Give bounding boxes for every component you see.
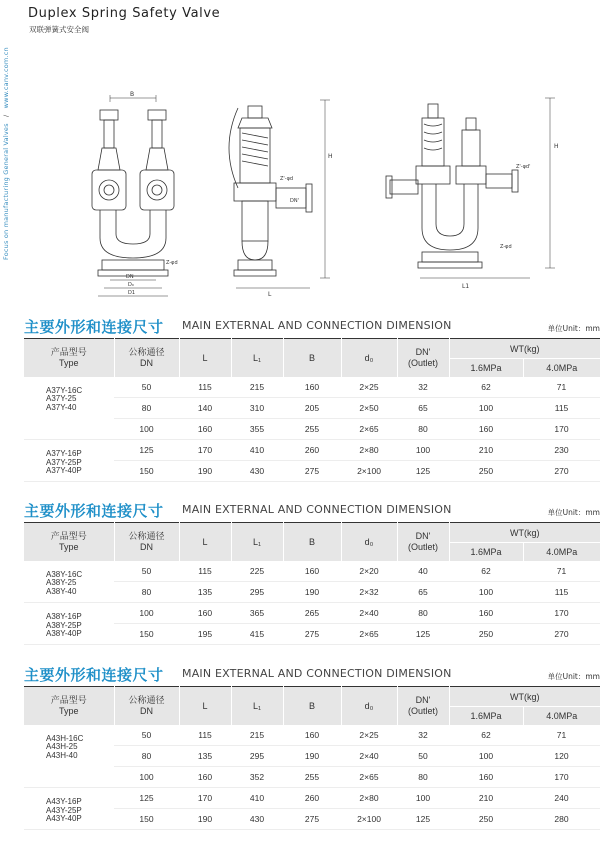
col-dn-outlet-line1: DN': [415, 694, 431, 705]
table-cell: 415: [231, 624, 283, 645]
table-cell: 295: [231, 582, 283, 603]
table-cell: 32: [397, 725, 449, 746]
col-weight-1-6mpa: 1.6MPa: [449, 543, 523, 561]
table-cell: 100: [449, 398, 523, 419]
table-cell: 62: [449, 725, 523, 746]
dimension-table: [24, 686, 600, 830]
table-cell: 125: [397, 809, 449, 830]
table-cell: 225: [231, 561, 283, 582]
table-cell: 125: [114, 440, 179, 461]
col-dn-line1: 公称通径: [128, 694, 165, 705]
col-weight: WT(kg): [449, 339, 600, 359]
label-dn2: DN': [290, 198, 299, 204]
table-cell: 80: [397, 767, 449, 788]
type-model: A43Y-40P: [46, 814, 82, 823]
table-cell: 2×80: [341, 788, 397, 809]
table-cell: 125: [397, 624, 449, 645]
table-cell: 150: [114, 624, 179, 645]
col-dn-line2: DN: [140, 357, 153, 368]
dimension-section-a37: [24, 316, 600, 482]
type-model: A37Y-16C: [46, 385, 83, 395]
table-cell: 365: [231, 603, 283, 624]
table-cell: 71: [523, 561, 600, 582]
table-cell: 135: [179, 582, 231, 603]
table-cell: 135: [179, 746, 231, 767]
table-cell: 255: [283, 419, 341, 440]
table-cell: 150: [114, 461, 179, 482]
col-dn-line2: DN: [140, 705, 153, 716]
col-dn-line1: 公称通径: [128, 346, 165, 357]
table-cell: 260: [283, 788, 341, 809]
header-row: [24, 687, 600, 707]
table-cell: 125: [397, 461, 449, 482]
table-cell: 190: [179, 809, 231, 830]
table-cell: 170: [523, 767, 600, 788]
table-cell: 80: [114, 398, 179, 419]
col-weight: WT(kg): [449, 523, 600, 543]
table-cell: 190: [283, 582, 341, 603]
label-z2: Z'-φd: [280, 176, 294, 182]
side-slogan: Focus on manufacturing General Valves: [2, 123, 10, 260]
col-dn-outlet-line2: (Outlet): [407, 541, 438, 552]
type-cell: [24, 440, 114, 482]
table-cell: 2×100: [341, 461, 397, 482]
table-cell: 250: [449, 809, 523, 830]
table-cell: 2×65: [341, 767, 397, 788]
table-cell: 265: [283, 603, 341, 624]
section-title-en: MAIN EXTERNAL AND CONNECTION DIMENSION: [182, 667, 452, 680]
unit-label: 单位Unit：mm: [547, 672, 600, 681]
table-cell: 2×25: [341, 725, 397, 746]
table-cell: 160: [179, 767, 231, 788]
page-subtitle: 双联弹簧式安全阀: [29, 25, 89, 34]
col-b: B: [283, 523, 341, 561]
col-l: L: [179, 339, 231, 377]
table-cell: 270: [523, 624, 600, 645]
type-model: A43H-40: [46, 750, 78, 760]
table-cell: 100: [114, 767, 179, 788]
label-dn: DN: [126, 274, 134, 280]
type-model: A37Y-16P: [46, 449, 82, 458]
col-type-line2: Type: [58, 357, 79, 368]
table-row: [24, 603, 600, 624]
table-cell: 62: [449, 561, 523, 582]
col-dn-outlet-line2: (Outlet): [407, 705, 438, 716]
table-cell: 160: [283, 561, 341, 582]
type-model: A38Y-25P: [46, 620, 82, 630]
table-cell: 2×100: [341, 809, 397, 830]
header-row: [24, 523, 600, 543]
table-cell: 275: [283, 624, 341, 645]
table-cell: 115: [179, 725, 231, 746]
label-z4: Z-φd: [500, 244, 512, 250]
table-cell: 2×32: [341, 582, 397, 603]
table-cell: 270: [523, 461, 600, 482]
table-cell: 2×20: [341, 561, 397, 582]
unit-label: 单位Unit：mm: [547, 508, 600, 517]
table-cell: 160: [449, 419, 523, 440]
col-type: [24, 339, 114, 377]
label-z1: Z-φd: [166, 260, 178, 266]
table-cell: 100: [397, 788, 449, 809]
table-cell: 195: [179, 624, 231, 645]
table-cell: 115: [523, 582, 600, 603]
type-model: A37Y-25P: [46, 457, 82, 467]
table-cell: 160: [449, 603, 523, 624]
type-cell: [24, 788, 114, 830]
label-z3: Z'-φd': [516, 164, 531, 170]
col-dn-outlet: [397, 523, 449, 561]
valve-drawings: [70, 88, 590, 306]
table-cell: 310: [231, 398, 283, 419]
table-cell: 160: [449, 767, 523, 788]
type-model: A38Y-16P: [46, 612, 82, 621]
table-cell: 280: [523, 809, 600, 830]
table-cell: 32: [397, 377, 449, 398]
col-l: L: [179, 687, 231, 725]
dimension-table: [24, 338, 600, 482]
type-model: A37Y-25: [46, 394, 77, 403]
col-weight-1-6mpa: 1.6MPa: [449, 359, 523, 377]
table-cell: 170: [179, 788, 231, 809]
table-cell: 2×65: [341, 624, 397, 645]
col-d0: d₀: [341, 339, 397, 377]
table-cell: 100: [114, 603, 179, 624]
type-cell: [24, 603, 114, 645]
table-cell: 355: [231, 419, 283, 440]
table-cell: 50: [114, 377, 179, 398]
section-title-en: MAIN EXTERNAL AND CONNECTION DIMENSION: [182, 503, 452, 516]
type-model: A37Y-40P: [46, 466, 82, 475]
section-title-cn: 主要外形和连接尺寸: [24, 502, 164, 520]
table-cell: 352: [231, 767, 283, 788]
col-dn-outlet: [397, 687, 449, 725]
table-cell: 215: [231, 377, 283, 398]
table-row: [24, 788, 600, 809]
col-dn-outlet: [397, 339, 449, 377]
table-cell: 2×80: [341, 440, 397, 461]
table-cell: 150: [114, 809, 179, 830]
table-row: [24, 561, 600, 582]
table-cell: 275: [283, 809, 341, 830]
table-cell: 2×25: [341, 377, 397, 398]
table-cell: 410: [231, 440, 283, 461]
table-cell: 50: [397, 746, 449, 767]
col-dn-outlet-line2: (Outlet): [407, 357, 438, 368]
table-cell: 160: [179, 419, 231, 440]
col-b: B: [283, 687, 341, 725]
table-cell: 80: [397, 603, 449, 624]
col-d0: d₀: [341, 687, 397, 725]
table-cell: 115: [179, 377, 231, 398]
table-cell: 115: [179, 561, 231, 582]
section-title-cn: 主要外形和连接尺寸: [24, 666, 164, 684]
table-cell: 71: [523, 725, 600, 746]
col-type-line1: 产品型号: [50, 694, 87, 705]
col-l1: L₁: [231, 687, 283, 725]
col-dn: [114, 687, 179, 725]
type-model: A38Y-16C: [46, 569, 83, 579]
table-cell: 100: [449, 746, 523, 767]
dimension-section-a43: [24, 664, 600, 830]
table-cell: 205: [283, 398, 341, 419]
table-cell: 430: [231, 809, 283, 830]
type-model: A38Y-40P: [46, 629, 82, 638]
drawing-side-view: [229, 100, 333, 298]
unit-label: 单位Unit：mm: [547, 324, 600, 333]
table-cell: 100: [397, 440, 449, 461]
side-url: www.canv.com.cn: [2, 47, 10, 109]
col-dn-line2: DN: [140, 541, 153, 552]
table-row: [24, 440, 600, 461]
table-cell: 215: [231, 725, 283, 746]
type-model: A43H-16C: [46, 733, 84, 743]
type-model: A43Y-25P: [46, 805, 82, 815]
table-cell: 190: [283, 746, 341, 767]
type-model: A43H-25: [46, 742, 78, 751]
dimension-section-a38: [24, 500, 600, 645]
table-cell: 65: [397, 398, 449, 419]
table-cell: 275: [283, 461, 341, 482]
table-cell: 100: [114, 419, 179, 440]
table-cell: 410: [231, 788, 283, 809]
type-cell: [24, 725, 114, 788]
table-cell: 2×65: [341, 419, 397, 440]
col-weight-4-0mpa: 4.0MPa: [523, 359, 600, 377]
table-cell: 250: [449, 624, 523, 645]
col-dn: [114, 523, 179, 561]
dimension-table: [24, 522, 600, 645]
col-type: [24, 687, 114, 725]
table-cell: 160: [283, 725, 341, 746]
table-cell: 80: [114, 746, 179, 767]
type-model: A38Y-25: [46, 578, 77, 587]
table-cell: 125: [114, 788, 179, 809]
table-cell: 240: [523, 788, 600, 809]
table-cell: 160: [179, 603, 231, 624]
drawing-front-view: [92, 91, 178, 296]
table-cell: 2×50: [341, 398, 397, 419]
section-header: [24, 316, 600, 338]
col-type-line2: Type: [58, 541, 79, 552]
type-cell: [24, 377, 114, 440]
table-cell: 170: [523, 419, 600, 440]
col-type-line2: Type: [58, 705, 79, 716]
table-cell: 430: [231, 461, 283, 482]
table-cell: 50: [114, 561, 179, 582]
type-model: A38Y-40: [46, 586, 77, 596]
table-cell: 250: [449, 461, 523, 482]
label-h2: H: [554, 143, 559, 150]
col-dn: [114, 339, 179, 377]
header-row: [24, 339, 600, 359]
table-cell: 62: [449, 377, 523, 398]
type-model: A37Y-40: [46, 402, 77, 412]
side-divider: /: [2, 114, 10, 118]
col-d0: d₀: [341, 523, 397, 561]
label-l1: L1: [462, 283, 470, 290]
col-type-line1: 产品型号: [50, 530, 87, 541]
table-cell: 295: [231, 746, 283, 767]
label-d0: D₀: [128, 282, 134, 288]
table-cell: 260: [283, 440, 341, 461]
table-cell: 170: [523, 603, 600, 624]
table-cell: 2×40: [341, 746, 397, 767]
table-cell: 115: [523, 398, 600, 419]
col-l1: L₁: [231, 523, 283, 561]
section-header: [24, 664, 600, 686]
label-l: L: [268, 291, 272, 298]
table-cell: 210: [449, 788, 523, 809]
side-brand-strip: [2, 47, 14, 260]
table-row: [24, 377, 600, 398]
label-b: B: [130, 91, 135, 98]
table-cell: 80: [397, 419, 449, 440]
col-b: B: [283, 339, 341, 377]
section-header: [24, 500, 600, 522]
col-weight-1-6mpa: 1.6MPa: [449, 707, 523, 725]
table-cell: 230: [523, 440, 600, 461]
col-dn-line1: 公称通径: [128, 530, 165, 541]
col-l: L: [179, 523, 231, 561]
table-cell: 210: [449, 440, 523, 461]
col-dn-outlet-line1: DN': [415, 530, 431, 541]
table-cell: 190: [179, 461, 231, 482]
section-title-cn: 主要外形和连接尺寸: [24, 318, 164, 336]
col-type-line1: 产品型号: [50, 346, 87, 357]
label-h: H: [328, 153, 333, 160]
table-row: [24, 725, 600, 746]
section-title-en: MAIN EXTERNAL AND CONNECTION DIMENSION: [182, 319, 452, 332]
label-d1: D1: [128, 290, 136, 296]
table-cell: 170: [179, 440, 231, 461]
type-model: A43Y-16P: [46, 797, 82, 806]
page-title: Duplex Spring Safety Valve: [28, 6, 221, 21]
col-weight: WT(kg): [449, 687, 600, 707]
table-cell: 50: [114, 725, 179, 746]
table-cell: 65: [397, 582, 449, 603]
table-cell: 160: [283, 377, 341, 398]
col-weight-4-0mpa: 4.0MPa: [523, 707, 600, 725]
table-cell: 120: [523, 746, 600, 767]
table-cell: 40: [397, 561, 449, 582]
drawing-section-view: [386, 98, 559, 290]
table-cell: 140: [179, 398, 231, 419]
col-dn-outlet-line1: DN': [415, 346, 431, 357]
table-cell: 71: [523, 377, 600, 398]
col-weight-4-0mpa: 4.0MPa: [523, 543, 600, 561]
type-cell: [24, 561, 114, 603]
table-cell: 80: [114, 582, 179, 603]
col-type: [24, 523, 114, 561]
table-cell: 255: [283, 767, 341, 788]
table-cell: 100: [449, 582, 523, 603]
table-cell: 2×40: [341, 603, 397, 624]
col-l1: L₁: [231, 339, 283, 377]
